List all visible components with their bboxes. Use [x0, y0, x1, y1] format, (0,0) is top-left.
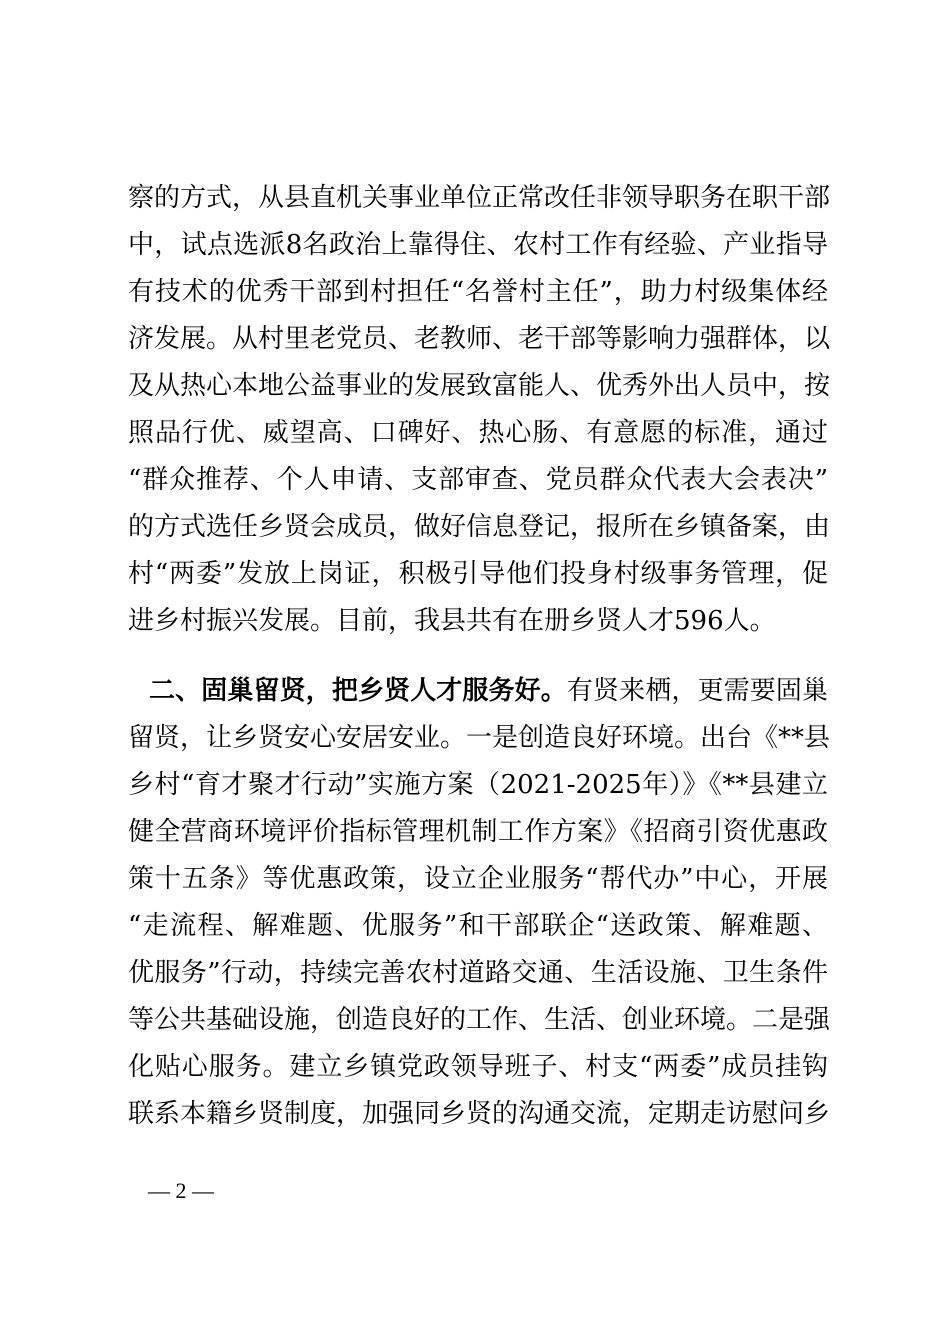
- paragraph-1-line-8: 的方式选任乡贤会成员，做好信息登记，报所在乡镇备案，由: [128, 512, 831, 542]
- paragraph-1-line-7: “群众推荐、个人申请、支部审查、党员群众代表大会表决”: [128, 465, 828, 495]
- paragraph-1-line-2: 中，试点选派8名政治上靠得住、农村工作有经验、产业指导: [128, 230, 828, 260]
- paragraph-2-line-10: 联系本籍乡贤制度，加强同乡贤的沟通交流，定期走访慰问乡: [128, 1099, 831, 1129]
- paragraph-1-line-10: 进乡村振兴发展。目前，我县共有在册乡贤人才596人。: [128, 606, 776, 636]
- paragraph-1-line-1: 察的方式，从县直机关事业单位正常改任非领导职务在职干部: [128, 183, 831, 213]
- paragraph-2-line-1: [149, 671, 828, 711]
- paragraph-2-line-7: 优服务”行动，持续完善农村道路交通、生活设施、卫生条件: [128, 958, 828, 988]
- paragraph-2-line-2: 留贤，让乡贤安心安居安业。一是创造良好环境。出台《**县: [128, 723, 831, 753]
- paragraph-2-line-1-text: 有贤来栖，更需要固巢: [566, 676, 828, 706]
- paragraph-2-line-8: 等公共基础设施，创造良好的工作、生活、创业环境。二是强: [128, 1005, 831, 1035]
- page-number: — 2 —: [148, 1178, 214, 1203]
- paragraph-1-line-4: 济发展。从村里老党员、老教师、老干部等影响力强群体，以: [128, 324, 831, 354]
- paragraph-2-line-4: 健全营商环境评价指标管理机制工作方案》《招商引资优惠政: [128, 817, 828, 847]
- paragraph-2-line-9: 化贴心服务。建立乡镇党政领导班子、村支“两委”成员挂钩: [128, 1052, 828, 1082]
- paragraph-1-line-3: 有技术的优秀干部到村担任“名誉村主任”，助力村级集体经: [128, 277, 828, 307]
- paragraph-1-line-6: 照品行优、威望高、口碑好、热心肠、有意愿的标准，通过: [128, 418, 828, 448]
- paragraph-2-line-3: 乡村“育才聚才行动”实施方案（2021-2025年）》《**县建立: [128, 770, 828, 800]
- paragraph-2-line-5: 策十五条》等优惠政策，设立企业服务“帮代办”中心，开展: [128, 864, 828, 894]
- paragraph-2-line-6: “走流程、解难题、优服务”和干部联企“送政策、解难题、: [128, 911, 828, 941]
- paragraph-1-line-9: 村“两委”发放上岗证，积极引导他们投身村级事务管理，促: [128, 559, 828, 589]
- paragraph-1-line-5: 及从热心本地公益事业的发展致富能人、优秀外出人员中，按: [128, 371, 831, 401]
- section-heading: 二、固巢留贤，把乡贤人才服务好。: [149, 676, 567, 706]
